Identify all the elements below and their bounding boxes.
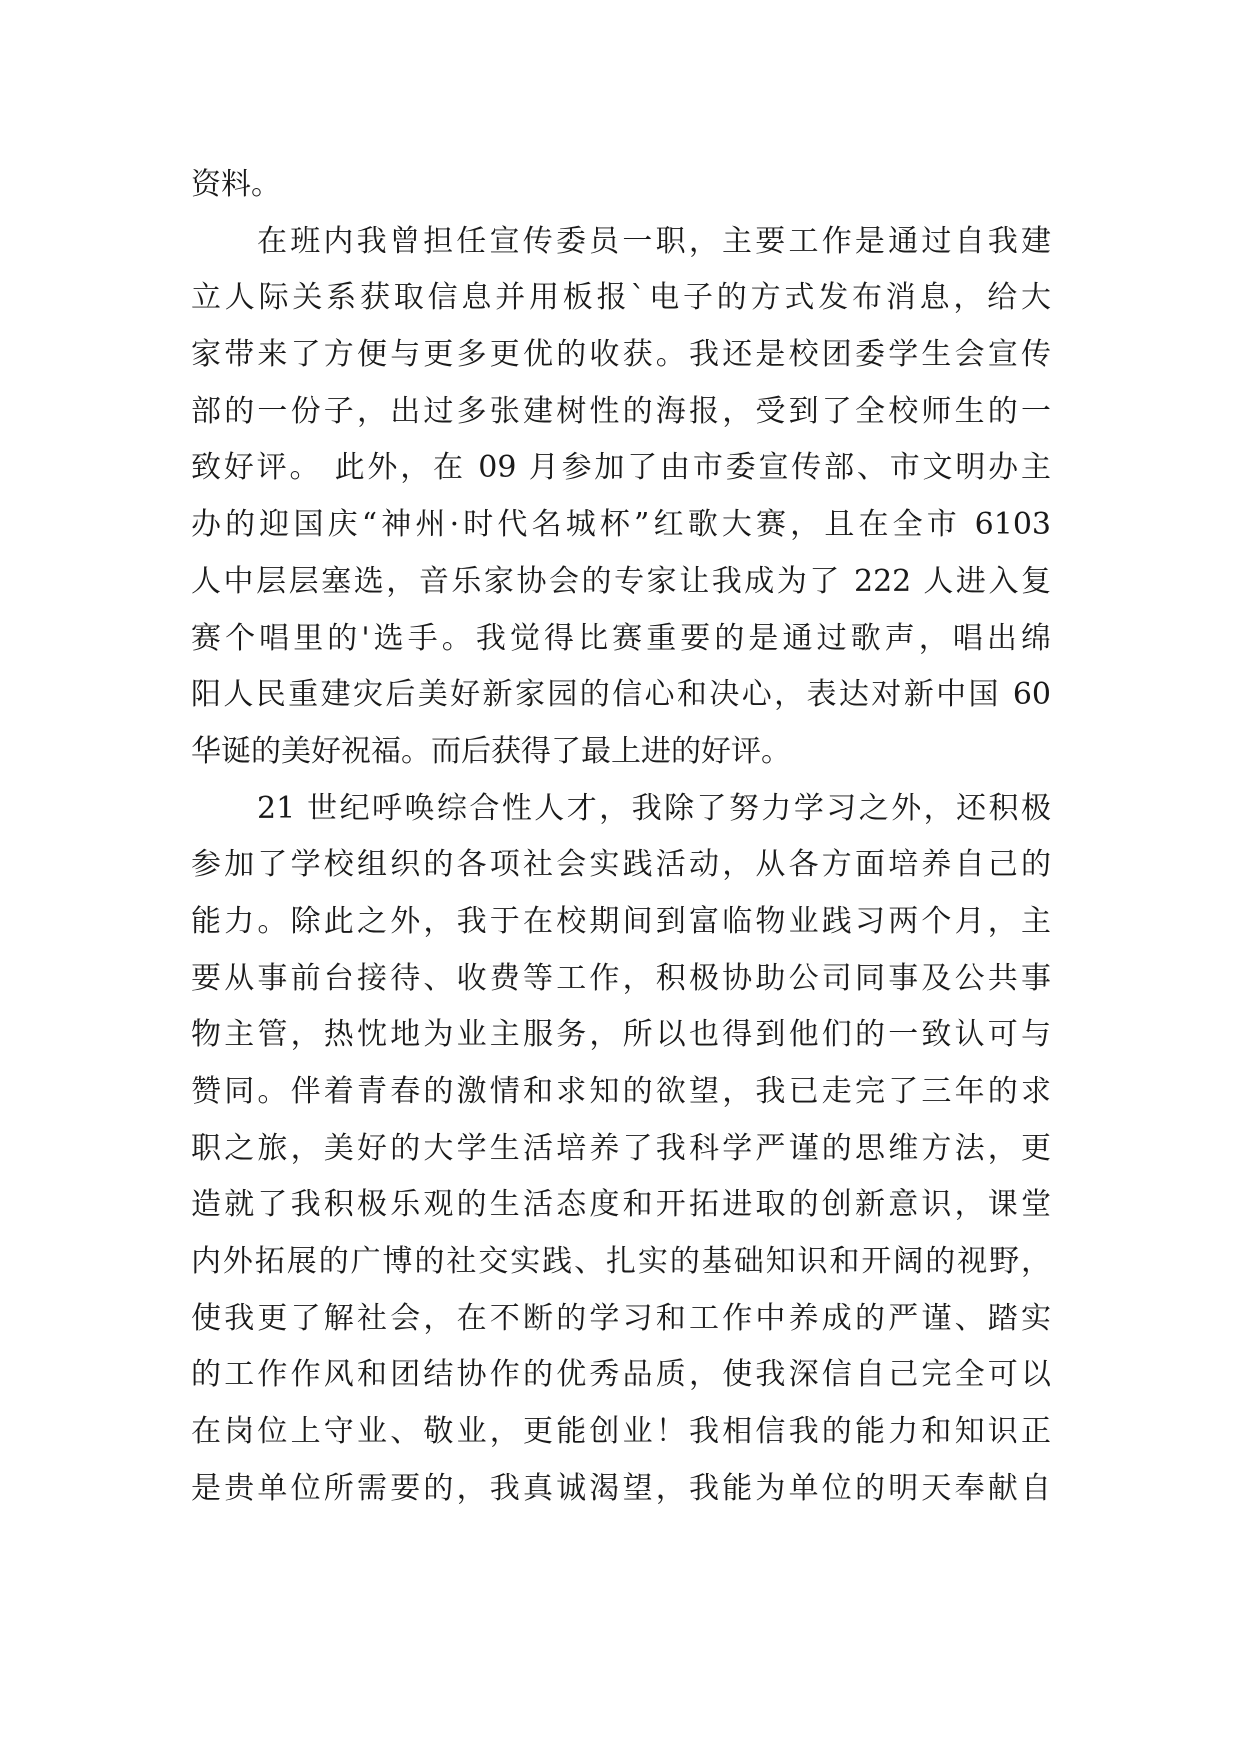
document-body xyxy=(191,157,1051,1518)
body-line: 资料。 xyxy=(191,167,281,202)
body-line: 阳人民重建灾后美好新家园的信心和决心，表达对新中国 60 xyxy=(191,677,1051,713)
body-line: 部的一份子，出过多张建树性的海报，受到了全校师生的一 xyxy=(191,393,1051,429)
body-line: 华诞的美好祝福。而后获得了最上进的好评。 xyxy=(191,733,791,769)
body-line: 要从事前台接待、收费等工作，积极协助公司同事及公共事 xyxy=(191,960,1051,996)
body-line: 造就了我积极乐观的生活态度和开拓进取的创新意识，课堂 xyxy=(191,1187,1051,1223)
body-line: 是贵单位所需要的，我真诚渴望，我能为单位的明天奉献自 xyxy=(191,1470,1051,1506)
body-line: 在岗位上守业、敬业，更能创业！我相信我的能力和知识正 xyxy=(191,1414,1051,1450)
body-line: 家带来了方便与更多更优的收获。我还是校团委学生会宣传 xyxy=(191,337,1051,373)
body-line: 使我更了解社会，在不断的学习和工作中养成的严谨、踏实 xyxy=(191,1300,1051,1336)
body-line: 职之旅，美好的大学生活培养了我科学严谨的思维方法，更 xyxy=(191,1130,1051,1166)
body-line: 能力。除此之外，我于在校期间到富临物业践习两个月，主 xyxy=(191,903,1051,939)
body-line: 办的迎国庆“神州·时代名城杯”红歌大赛，且在全市 6103 xyxy=(191,507,1051,543)
body-line: 赛个唱里的'选手。我觉得比赛重要的是通过歌声，唱出绵 xyxy=(191,620,1051,656)
body-line: 人中层层塞选，音乐家协会的专家让我成为了 222 人进入复 xyxy=(191,563,1051,599)
body-line: 参加了学校组织的各项社会实践活动，从各方面培养自己的 xyxy=(191,847,1051,883)
body-line: 在班内我曾担任宣传委员一职，主要工作是通过自我建 xyxy=(257,223,1051,259)
body-line: 的工作作风和团结协作的优秀品质，使我深信自己完全可以 xyxy=(191,1357,1051,1393)
body-line: 物主管，热忱地为业主服务，所以也得到他们的一致认可与 xyxy=(191,1017,1051,1053)
body-line: 内外拓展的广博的社交实践、扎实的基础知识和开阔的视野， xyxy=(191,1244,1051,1280)
body-line: 致好评。 此外，在 09 月参加了由市委宣传部、市文明办主 xyxy=(191,450,1051,486)
body-line: 21 世纪呼唤综合性人才，我除了努力学习之外，还积极 xyxy=(257,790,1051,826)
body-line: 赞同。伴着青春的激情和求知的欲望，我已走完了三年的求 xyxy=(191,1074,1051,1109)
body-line: 立人际关系获取信息并用板报`电子的方式发布消息，给大 xyxy=(191,280,1051,316)
